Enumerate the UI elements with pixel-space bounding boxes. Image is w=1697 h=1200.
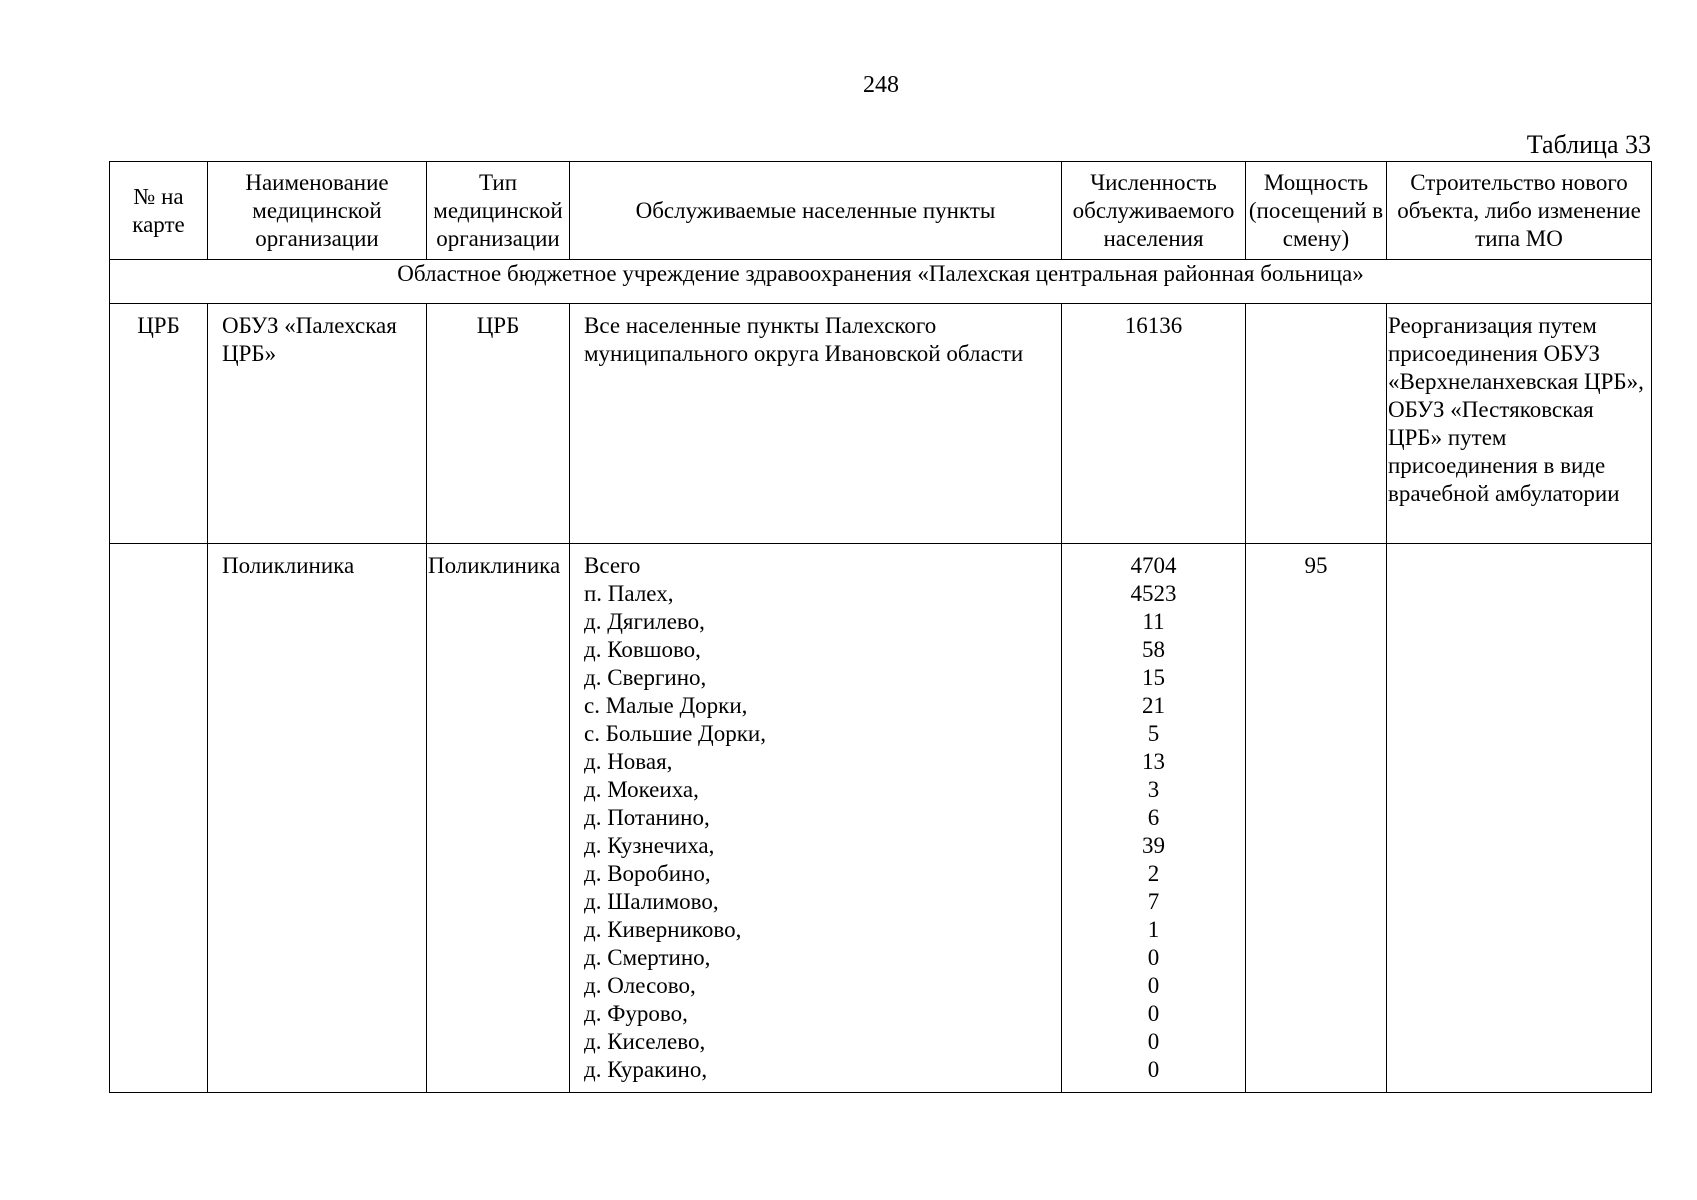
page-number: 248 xyxy=(863,72,899,98)
cell-org-type: ЦРБ xyxy=(427,304,570,544)
section-row xyxy=(110,260,1652,304)
table-row xyxy=(110,304,1652,544)
settlement-population: 7 xyxy=(1147,889,1160,914)
settlement-name: п. Палех, xyxy=(584,581,674,606)
cell-map-number: ЦРБ xyxy=(110,304,208,544)
settlement-name: д. Шалимово, xyxy=(584,889,719,914)
facilities-table xyxy=(109,161,1652,1093)
settlement-name: д. Кузнечиха, xyxy=(584,833,715,858)
cell-org-type: Поликлиника xyxy=(427,544,570,1093)
settlement-population: 0 xyxy=(1147,1029,1160,1054)
settlement-name: д. Свергино, xyxy=(584,665,707,690)
cell-settlements-list xyxy=(570,544,1062,1093)
settlement-population: 3 xyxy=(1147,777,1160,802)
cell-map-number xyxy=(110,544,208,1093)
settlement-name: д. Мокеиха, xyxy=(584,777,699,802)
settlement-name: д. Дягилево, xyxy=(584,609,705,634)
settlement-population: 13 xyxy=(1142,749,1165,774)
header-org-name: Наименование медицинской организации xyxy=(208,162,427,260)
cell-org-name: ОБУЗ «Палехская ЦРБ» xyxy=(208,304,427,544)
settlement-population: 4704 xyxy=(1130,553,1177,578)
settlement-population: 6 xyxy=(1147,805,1160,830)
settlement-population: 39 xyxy=(1142,833,1165,858)
cell-org-name: Поликлиника xyxy=(208,544,427,1093)
settlement-name: д. Новая, xyxy=(584,749,673,774)
header-population: Численность обслуживаемого населения xyxy=(1062,162,1246,260)
settlement-name: Всего xyxy=(584,553,641,578)
table-caption: Таблица 33 xyxy=(1526,130,1651,159)
cell-construction xyxy=(1387,544,1652,1093)
settlement-population: 0 xyxy=(1147,1001,1160,1026)
settlement-population: 4523 xyxy=(1130,581,1177,606)
settlement-name: с. Малые Дорки, xyxy=(584,693,748,718)
settlement-name: д. Олесово, xyxy=(584,973,696,998)
settlement-population: 15 xyxy=(1142,665,1165,690)
cell-construction: Реорганизация путем присоединения ОБУЗ «Верхнеланхевская ЦРБ», ОБУЗ «Пестяковская ЦРБ» путем присоединения в виде врачебной амбулатории xyxy=(1387,304,1652,544)
settlement-population: 2 xyxy=(1147,861,1160,886)
settlement-population: 5 xyxy=(1147,721,1160,746)
cell-capacity: 95 xyxy=(1246,544,1387,1093)
settlement-population: 0 xyxy=(1147,973,1160,998)
settlement-population: 58 xyxy=(1142,637,1165,662)
header-map-number: № на карте xyxy=(110,162,208,260)
settlement-name: д. Киверниково, xyxy=(584,917,742,942)
settlement-name: д. Смертино, xyxy=(584,945,711,970)
settlement-name: д. Потанино, xyxy=(584,805,710,830)
cell-population: 16136 xyxy=(1062,304,1246,544)
settlement-population: 11 xyxy=(1142,609,1165,634)
header-settlements: Обслуживаемые населенные пункты xyxy=(570,162,1062,260)
header-capacity: Мощность (посещений в смену) xyxy=(1246,162,1387,260)
settlement-population: 0 xyxy=(1147,1057,1160,1082)
table-row xyxy=(110,544,1652,1093)
settlement-name: д. Киселево, xyxy=(584,1029,706,1054)
settlement-name: д. Куракино, xyxy=(584,1057,708,1082)
cell-population-list xyxy=(1062,544,1246,1093)
settlement-population: 0 xyxy=(1147,945,1160,970)
cell-capacity xyxy=(1246,304,1387,544)
settlement-name: с. Большие Дорки, xyxy=(584,721,766,746)
header-construction: Строительство нового объекта, либо изменение типа МО xyxy=(1387,162,1652,260)
settlement-name: д. Фурово, xyxy=(584,1001,688,1026)
section-title: Областное бюджетное учреждение здравоохранения «Палехская центральная районная больница» xyxy=(110,260,1652,304)
header-org-type: Тип медицинской организации xyxy=(427,162,570,260)
settlement-name: д. Воробино, xyxy=(584,861,711,886)
settlement-population: 21 xyxy=(1142,693,1165,718)
cell-settlements: Все населенные пункты Палехского муниципального округа Ивановской области xyxy=(570,304,1062,544)
settlement-name: д. Ковшово, xyxy=(584,637,701,662)
settlement-population: 1 xyxy=(1147,917,1160,942)
header-row xyxy=(110,162,1652,260)
